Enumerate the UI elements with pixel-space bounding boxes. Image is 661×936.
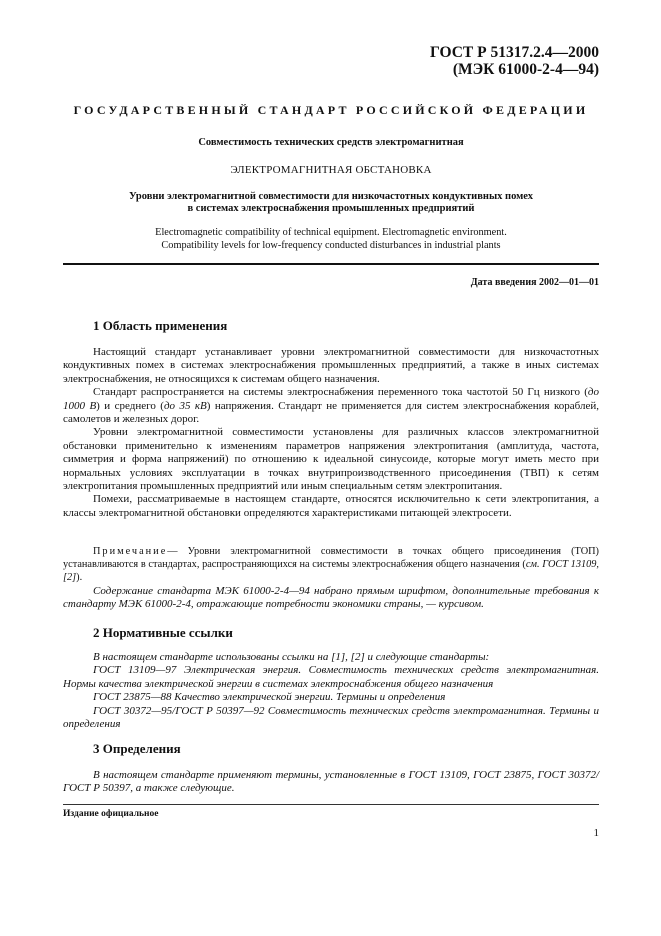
title-english-line1: Electromagnetic compatibility of technical equipment. Electromagnetic environment.: [155, 227, 507, 238]
section2-body: [63, 651, 599, 731]
reference-gost-30372: ГОСТ 30372—95/ГОСТ Р 50397—92 Совместимость технических средств электромагнитная. Термины и определения: [63, 704, 599, 731]
section1-body: [63, 346, 599, 520]
section1-paragraph3: Уровни электромагнитной совместимости установлены для различных классов электромагнитной обстановки применительно к изменениям параметров напряжения электропитания (амплитуда, частота, симметрия и форма напряжений) по отношению к идеальной синусоиде, которые могут иметь место при нормальных условиях эксплуатации в точках внутрипроизводственного присоединения (ТВП) к сетям электропитания промышленных предприятий или иным специальным сетям электропитания.: [63, 426, 599, 493]
p2-text-e: ) напряжения. Стандарт не применяется для систем электроснабжения кораблей, самолетов и железных дорог.: [63, 399, 599, 426]
state-standard-title: ГОСУДАРСТВЕННЫЙ СТАНДАРТ РОССИЙСКОЙ ФЕДЕРАЦИИ: [73, 103, 589, 117]
section2-heading: 2 Нормативные ссылки: [93, 625, 233, 640]
section1-paragraph4: Помехи, рассматриваемые в настоящем стандарте, относятся исключительно к сети электропитания, а классы электромагнитной обстановки определяются характеристиками питающей электросети.: [63, 493, 599, 519]
section1-paragraph1: Настоящий стандарт устанавливает уровни электромагнитной совместимости для низкочастотных кондуктивных помех в системах электроснабжения промышленных предприятий, а также в иных системах электроснабжения, не относящихся к системам общего назначения.: [63, 346, 599, 385]
title-english: [63, 226, 599, 252]
title-levels-line1: Уровни электромагнитной совместимости для низкочастотных кондуктивных помех: [129, 191, 533, 202]
title-divider: [63, 263, 599, 265]
content-note: [63, 585, 599, 612]
official-edition-label: Издание официальное: [63, 809, 159, 819]
section2-intro: В настоящем стандарте использованы ссылки на [1], [2] и следующие стандарты:: [93, 651, 490, 663]
p2-low-voltage: до 1000 В: [63, 386, 599, 412]
title-environment: ЭЛЕКТРОМАГНИТНАЯ ОБСТАНОВКА: [230, 164, 432, 176]
note-text: — Уровни электромагнитной совместимости в точках общего присоединения (ТОП) устанавливаются в стандартах, распространяющихся на системы электроснабжения общего назначения (: [63, 546, 599, 570]
standard-code-iec: (МЭК 61000-2-4—94): [452, 61, 599, 78]
standard-code-gost: ГОСТ Р 51317.2.4—2000: [430, 44, 599, 61]
title-levels: [63, 191, 599, 215]
reference-gost-23875: ГОСТ 23875—88 Качество электрической энергии. Термины и определения: [93, 691, 446, 704]
note-paragraph: [63, 545, 599, 584]
title-english-line2: Compatibility levels for low-frequency conducted disturbances in industrial plants: [161, 240, 501, 251]
section3-text: В настоящем стандарте применяют термины, установленные в ГОСТ 13109, ГОСТ 23875, ГОСТ 30372/ГОСТ Р 50397, а также следующие.: [63, 769, 599, 795]
section3-body: [63, 769, 599, 796]
footer-divider: [63, 804, 599, 805]
standard-code: [430, 44, 599, 78]
note-label: Примечание: [93, 546, 168, 557]
p2-text-c: ) и среднего (: [96, 399, 164, 412]
p2-text-a: Стандарт распространяется на системы электроснабжения переменного тока частотой 50 Гц низкого (: [93, 386, 588, 399]
title-compatibility: Совместимость технических средств электромагнитная: [198, 137, 464, 148]
reference-gost-13109: ГОСТ 13109—97 Электрическая энергия. Совместимость технических средств электромагнитная. Нормы качества электрической энергии в системах электроснабжения общего назначения: [63, 664, 599, 690]
section1-heading: 1 Область применения: [93, 318, 228, 333]
introduction-date: Дата введения 2002—01—01: [470, 277, 599, 288]
section3-heading: 3 Определения: [93, 741, 181, 756]
section1-paragraph2: [63, 386, 599, 426]
note-reference: см. ГОСТ 13109, [2]: [63, 559, 599, 583]
p2-medium-voltage: до 35 кВ: [163, 399, 207, 412]
content-note-text: Содержание стандарта МЭК 61000-2-4—94 набрано прямым шрифтом, дополнительные требования к стандарту МЭК 61000-2-4, отражающие потребности экономики страны, — курсивом.: [63, 585, 599, 611]
page-number: 1: [593, 827, 599, 839]
note-end: ).: [76, 572, 83, 583]
title-levels-line2: в системах электроснабжения промышленных предприятий: [187, 203, 475, 214]
section1-note: [63, 545, 599, 584]
